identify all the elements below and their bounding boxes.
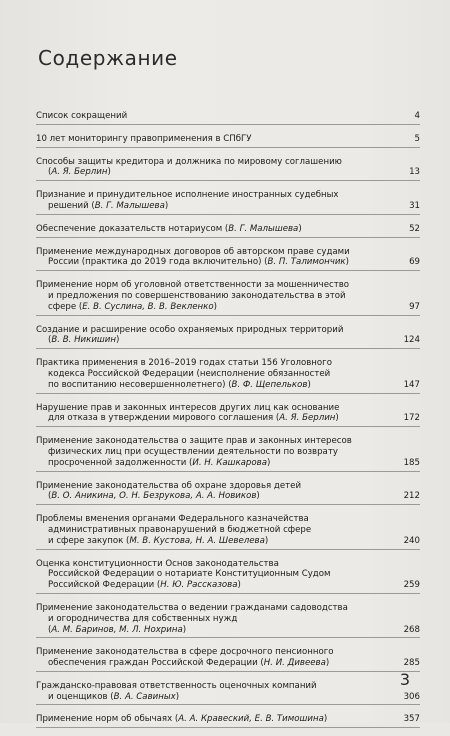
table-of-contents [36,110,420,736]
toc-entry-page-number: 5 [414,133,420,144]
toc-entry-line [36,280,420,291]
toc-entry[interactable] [36,324,420,350]
toc-entry-title: Применение законодательства о защите прав и законных интересов [36,436,352,447]
toc-entry-line [36,157,420,168]
toc-entry-line [36,436,420,447]
toc-entry-paren: ) [115,335,120,346]
toc-entry-page-number: 147 [403,379,420,390]
toc-entry-authors: И. Н. Кашкарова [192,457,267,468]
toc-entry-page-number: 285 [403,658,420,669]
toc-entry-title: Применение международных договоров об авторском праве судами [36,246,350,257]
toc-entry-paren: ) [175,691,180,702]
toc-entry-title: Нарушение прав и законных интересов других лиц как основание [36,402,340,413]
toc-entry-page-number: 212 [403,491,420,502]
toc-entry-line [36,302,420,313]
toc-entry-authors: В. Ф. Щепельков [231,379,308,390]
toc-entry-title: Российской Федерации ( [48,580,161,591]
toc-entry-authors: А. А. Кравеский, Е. В. Тимошина [178,714,324,725]
toc-entry-line [36,525,420,536]
toc-entry-page-number: 357 [403,714,420,725]
toc-entry-authors: А. М. Баринов, М. Л. Нохрина [51,624,183,635]
toc-entry[interactable] [36,713,420,728]
toc-entry-line [36,625,420,636]
toc-entry-line [36,413,420,424]
toc-entry-line [36,201,420,212]
toc-entry[interactable] [36,223,420,238]
toc-entry-title: Оценка конституционности Основ законодательства [36,558,279,569]
toc-entry[interactable] [36,156,420,182]
toc-entry-title: ( [48,335,52,346]
toc-entry[interactable] [36,133,420,148]
toc-entry-title: и огородничества для собственных нужд [48,613,238,624]
toc-entry-page-number: 52 [409,223,420,234]
toc-entry-title: Применение законодательства о ведении гражданами садоводства [36,602,348,613]
toc-entry-authors: В. П. Талимончик [267,257,346,268]
toc-entry-title: 10 лет мониторингу правоприменения в СПбГУ [36,133,252,144]
toc-entry-line [36,358,420,369]
toc-entry-line [36,559,420,570]
toc-entry-authors: Е. В. Суслина, В. В. Векленко [82,301,214,312]
toc-entry[interactable] [36,279,420,315]
toc-entry-title: обеспечения граждан Российской Федерации ( [48,658,264,669]
page-number: 3 [399,670,410,689]
toc-entry-title: ( [48,624,52,635]
toc-entry-page-number: 13 [409,167,420,178]
toc-entry-line [36,714,420,725]
toc-entry-authors: В. А. Савиных [113,691,176,702]
toc-entry-title: по воспитанию несовершеннолетнего) ( [48,379,232,390]
toc-entry-title: Российской Федерации о нотариате Конституционным Судом [48,569,331,580]
toc-entry-title: Применение законодательства об охране здоровья детей [36,480,302,491]
toc-entry-line [36,224,420,235]
toc-entry-authors: Н. И. Дивеева [263,658,326,669]
toc-entry-line [36,514,420,525]
toc-entry-page-number: 69 [409,257,420,268]
toc-entry-line [36,247,420,258]
toc-entry[interactable] [36,480,420,506]
toc-entry-paren: ) [323,714,328,725]
toc-entry[interactable] [36,357,420,393]
toc-entry-title: Практика применения в 2016–2019 годах статьи 156 Уголовного [36,358,332,369]
toc-entry[interactable] [36,558,420,594]
page-title: Содержание [38,46,178,70]
toc-entry-title: Способы защиты кредитора и должника по мировому соглашению [36,156,342,167]
toc-entry-title: Применение норм об обычаях ( [36,714,179,725]
toc-entry-title: Гражданско-правовая ответственность оценочных компаний [36,680,317,691]
toc-entry[interactable] [36,110,420,125]
toc-entry-page-number: 185 [403,457,420,468]
toc-entry-title: ( [48,491,52,502]
toc-entry-title: и предложения по совершенствованию законодательства в этой [48,290,346,301]
toc-entry-authors: В. Г. Малышева [228,223,299,234]
toc-entry-authors: В. Г. Малышева [94,200,165,211]
toc-entry-title: для отказа в утверждении мирового соглашения ( [48,413,280,424]
toc-entry-paren: ) [237,580,241,591]
toc-entry-page-number: 97 [409,301,420,312]
toc-entry-line [36,257,420,268]
toc-entry-line [36,134,420,145]
toc-entry-line [36,658,420,669]
toc-entry-title: Признание и принудительное исполнение иностранных судебных [36,190,339,201]
toc-entry-title: Создание и расширение особо охраняемых природных территорий [36,324,344,335]
toc-entry-authors: А. Я. Берлин [51,167,108,178]
toc-entry-paren: ) [256,491,260,502]
toc-entry-line [36,692,420,703]
toc-entry-authors: В. В. Никишин [51,335,116,346]
toc-entry[interactable] [36,680,420,706]
toc-entry-page-number: 306 [403,691,420,702]
toc-entry-page-number: 4 [414,111,420,121]
toc-entry-authors: Н. Ю. Рассказова [160,580,238,591]
toc-entry-title: кодекса Российской Федерации (неисполнение обязанностей [48,368,331,379]
toc-entry-page-number: 268 [403,624,420,635]
toc-entry-title: Применение законодательства в сфере досрочного пенсионного [36,647,334,658]
toc-entry[interactable] [36,402,420,428]
toc-entry-line [36,291,420,302]
toc-entry-line [36,190,420,201]
toc-entry[interactable] [36,189,420,215]
toc-entry-line [36,681,420,692]
toc-entry-paren: ) [298,223,302,234]
toc-entry-title: физических лиц при осуществлении деятельности по возврату [48,446,338,457]
toc-entry-authors: В. О. Аникина, О. Н. Безрукова, А. А. Новиков [51,491,257,502]
toc-entry-page-number: 172 [403,413,420,424]
toc-entry[interactable] [36,646,420,672]
toc-entry-title: административных правонарушений в бюджетной сфере [48,524,312,535]
toc-entry-line [36,111,420,122]
toc-entry-paren: ) [164,200,169,211]
toc-entry-line [36,481,420,492]
toc-entry-paren: ) [335,413,339,424]
toc-entry-title: и оценщиков ( [48,691,114,702]
toc-entry-line [36,491,420,502]
toc-entry-line [36,536,420,547]
toc-entry-line [36,403,420,414]
toc-entry-title: сфере ( [48,301,83,312]
toc-entry-authors: А. Я. Берлин [279,413,336,424]
toc-entry-line [36,458,420,469]
toc-entry-line [36,647,420,658]
toc-entry-paren: ) [325,658,330,669]
toc-entry-line [36,369,420,380]
toc-entry-title: Список сокращений [36,111,128,121]
toc-entry[interactable] [36,602,420,638]
toc-entry-paren: ) [213,301,217,312]
toc-entry[interactable] [36,435,420,471]
toc-entry-authors: М. В. Кустова, Н. А. Шевелева [129,535,265,546]
toc-entry-paren: ) [264,535,269,546]
toc-entry-title: Проблемы вменения органами Федерального казначейства [36,514,309,525]
toc-entry-paren: ) [107,167,111,178]
toc-entry-page-number: 259 [403,580,420,591]
toc-entry-paren: ) [345,257,349,268]
toc-entry-title: просроченной задолженности ( [48,457,193,468]
toc-entry-line [36,569,420,580]
toc-entry-page-number: 124 [403,335,420,346]
toc-entry-line [36,325,420,336]
toc-entry-line [36,580,420,591]
toc-entry[interactable] [36,513,420,549]
toc-entry-title: России (практика до 2019 года включительно) ( [48,257,268,268]
toc-entry-title: Применение норм об уголовной ответственности за мошенничество [36,280,350,291]
toc-entry-page-number: 31 [409,200,420,211]
toc-entry-title: решений ( [48,200,95,211]
toc-entry-line [36,447,420,458]
toc-entry-title: и сфере закупок ( [48,535,130,546]
toc-entry-line [36,614,420,625]
toc-entry-line [36,380,420,391]
toc-entry-page-number: 240 [403,535,420,546]
toc-entry-paren: ) [266,457,271,468]
toc-entry[interactable] [36,246,420,272]
toc-entry-title: Обеспечение доказательств нотариусом ( [36,223,229,234]
toc-entry-line [36,335,420,346]
toc-entry-paren: ) [182,624,187,635]
toc-entry-line [36,603,420,614]
toc-entry-title: ( [48,167,52,178]
toc-entry-line [36,167,420,178]
toc-entry-paren: ) [307,379,311,390]
